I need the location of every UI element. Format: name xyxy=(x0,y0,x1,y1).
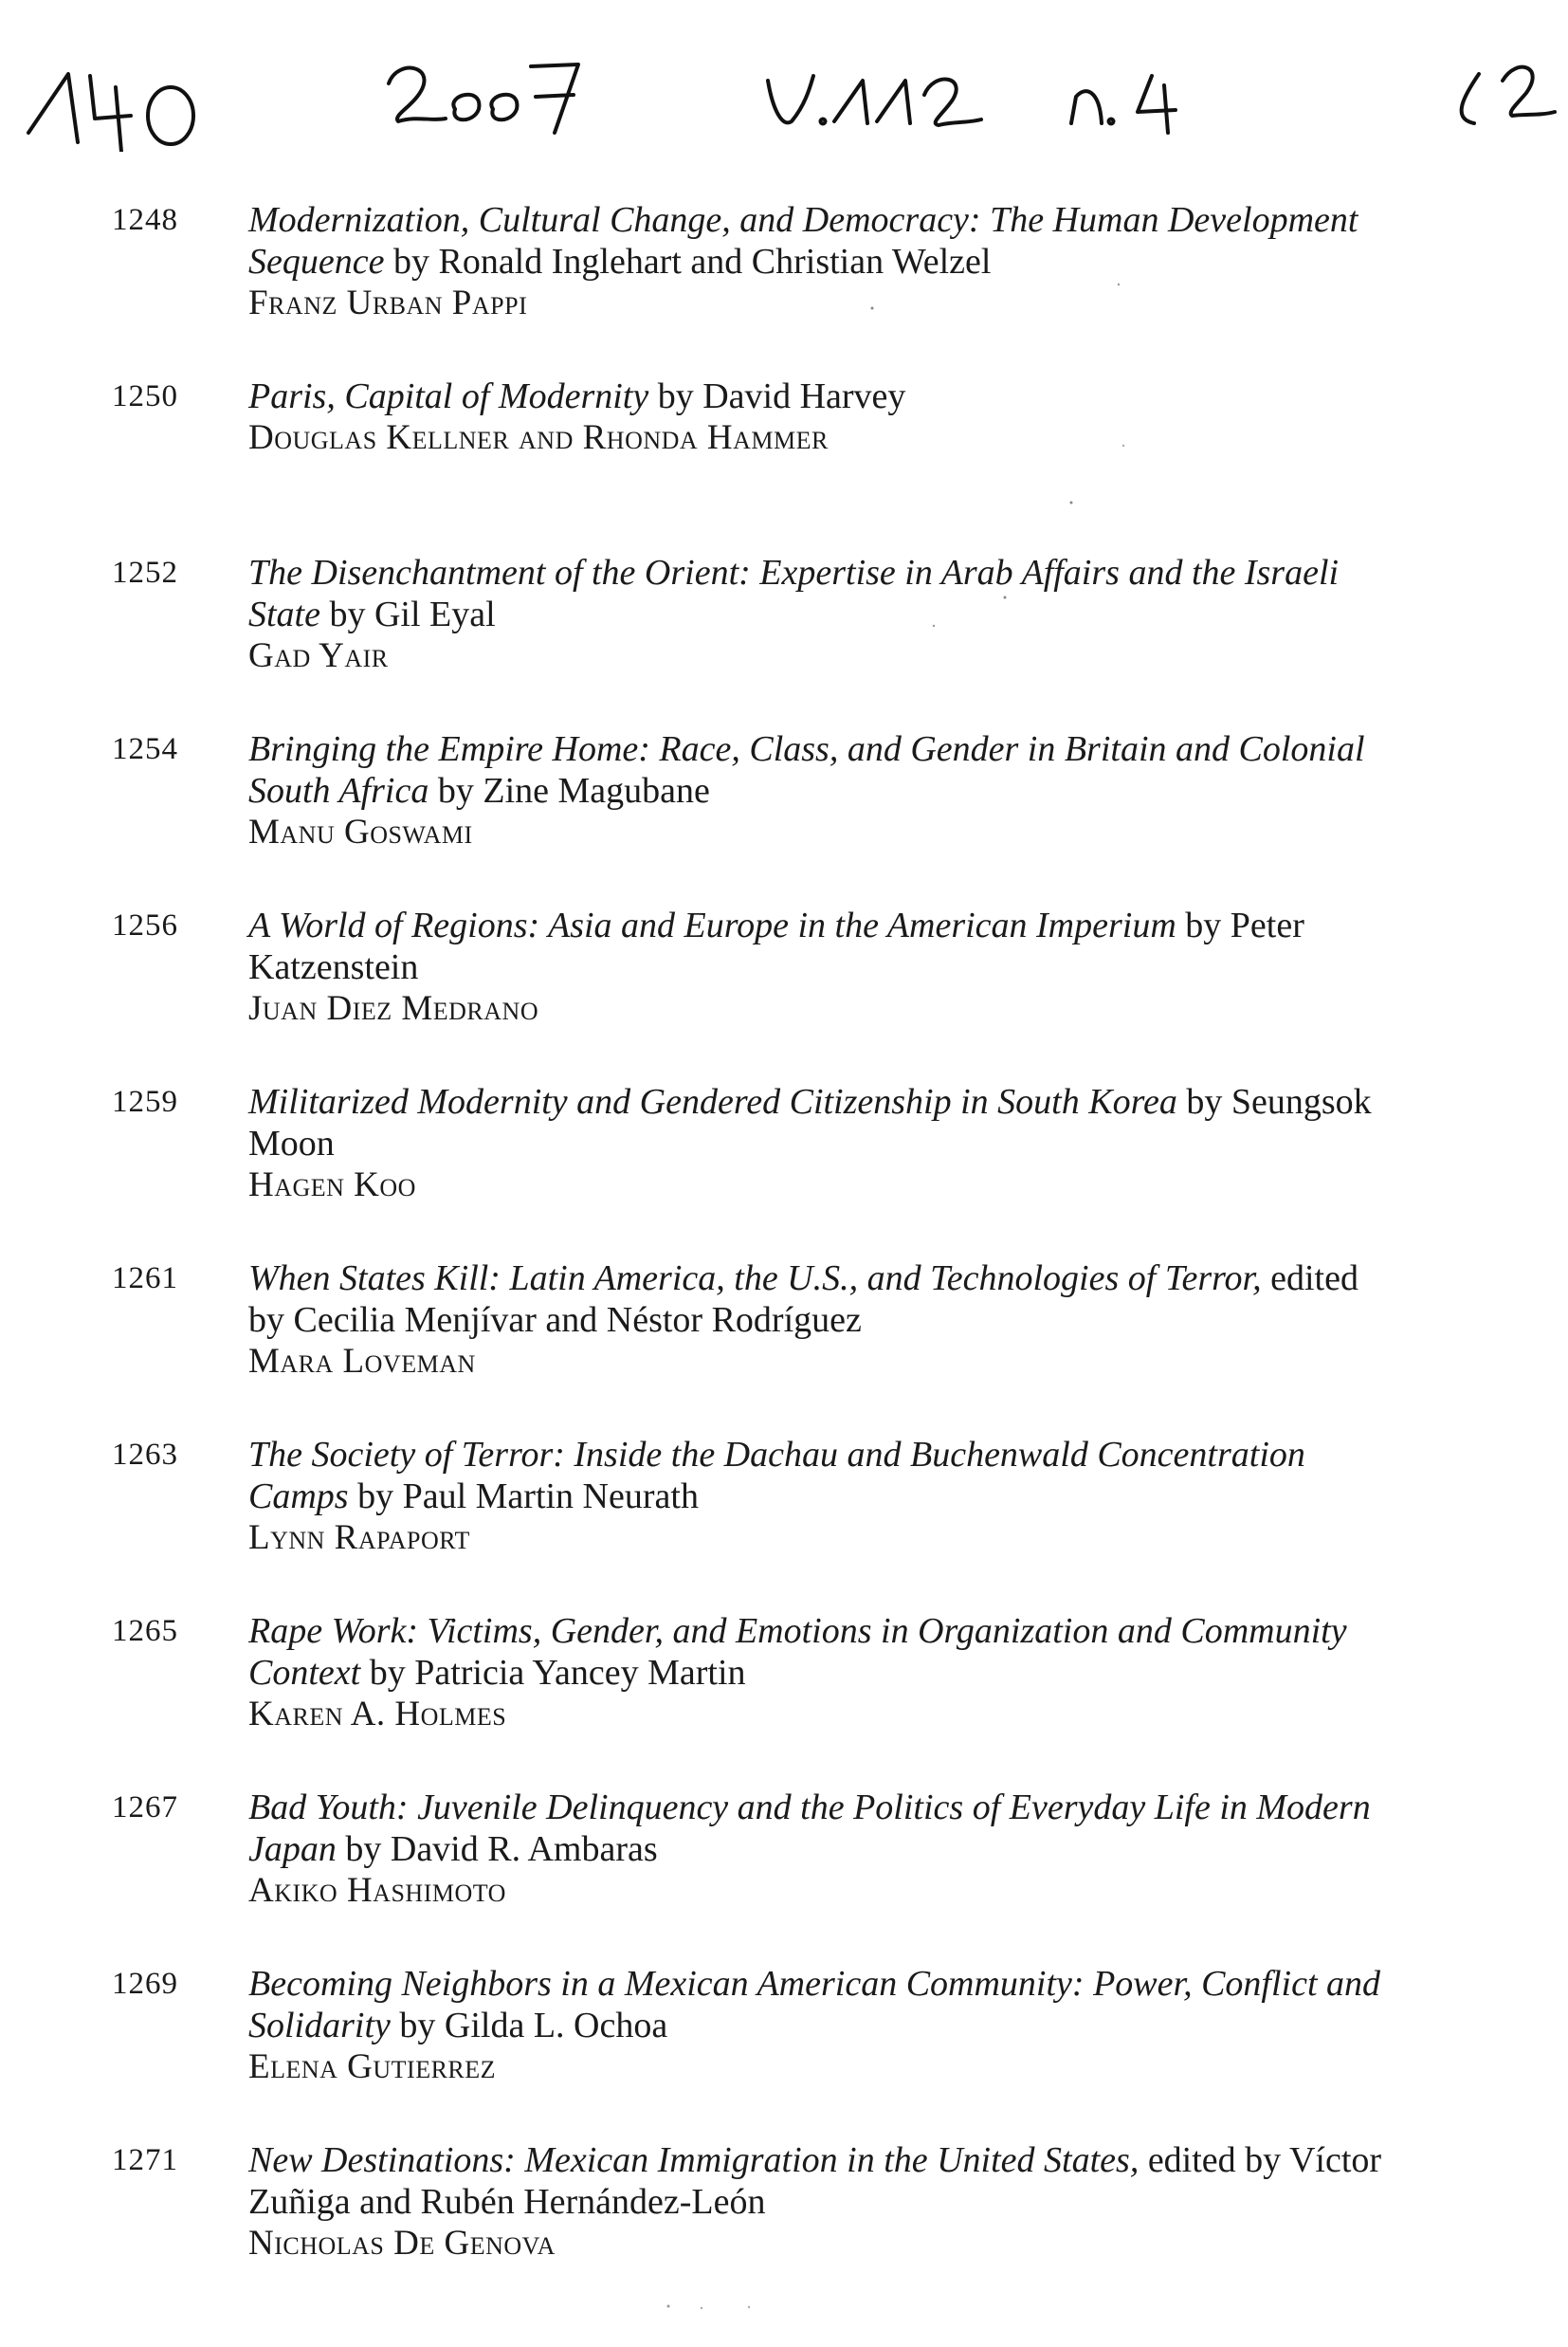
book-byline: by Patricia Yancey Martin xyxy=(360,1653,746,1693)
page-number: 1259 xyxy=(112,1085,178,1119)
entry-body xyxy=(248,1963,1382,2088)
reviewer-name: Juan Diez Medrano xyxy=(248,989,539,1028)
entry-body xyxy=(248,376,1382,459)
handwritten-annotation xyxy=(0,28,1568,152)
page-number: 1271 xyxy=(112,2143,178,2177)
reviewer-name: Akiko Hashimoto xyxy=(248,1871,506,1910)
book-byline: by Zine Magubane xyxy=(428,771,710,811)
entry-body xyxy=(248,1434,1382,1559)
page-number: 1252 xyxy=(112,556,178,590)
book-title: Militarized Modernity and Gendered Citizenship in South Korea xyxy=(248,1082,1177,1122)
book-citation xyxy=(248,1081,1382,1164)
book-byline: by Ronald Inglehart and Christian Welzel xyxy=(384,242,992,282)
entry-body xyxy=(248,1081,1382,1206)
entry-body xyxy=(248,199,1382,324)
book-byline: edited by Víctor Zuñiga and Rubén Hernández-León xyxy=(248,2140,1382,2222)
review-entry xyxy=(112,376,1382,552)
page-number: 1248 xyxy=(112,203,178,237)
review-entry xyxy=(112,199,1382,376)
reviewer-name: Douglas Kellner and Rhonda Hammer xyxy=(248,418,829,457)
review-entry xyxy=(112,2139,1382,2316)
review-entry xyxy=(112,1434,1382,1610)
page-number: 1256 xyxy=(112,908,178,943)
review-entry xyxy=(112,1257,1382,1434)
handwriting-strokes xyxy=(0,28,1568,152)
reviewer-name: Nicholas De Genova xyxy=(248,2224,556,2263)
page-number: 1265 xyxy=(112,1614,178,1648)
book-byline: by Seungsok Moon xyxy=(248,1082,1372,1164)
book-byline: by David Harvey xyxy=(648,376,906,416)
entry-body xyxy=(248,905,1382,1030)
page-number: 1261 xyxy=(112,1261,178,1295)
book-citation xyxy=(248,2139,1382,2223)
book-title: Bringing the Empire Home: Race, Class, and Gender in Britain and Colonial South Africa xyxy=(248,729,1365,811)
review-entry xyxy=(112,905,1382,1081)
book-title: The Disenchantment of the Orient: Expertise in Arab Affairs and the Israeli State xyxy=(248,553,1340,634)
reviewer-name: Gad Yair xyxy=(248,636,389,675)
book-citation xyxy=(248,1787,1382,1870)
book-title: Rape Work: Victims, Gender, and Emotions in Organization and Community Context xyxy=(248,1611,1347,1693)
book-title: New Destinations: Mexican Immigration in the United States, xyxy=(248,2140,1140,2180)
reviewer-name: Franz Urban Pappi xyxy=(248,284,528,322)
book-title: The Society of Terror: Inside the Dachau and Buchenwald Concentration Camps xyxy=(248,1435,1305,1516)
reviewer-name: Hagen Koo xyxy=(248,1165,416,1204)
book-citation xyxy=(248,1434,1382,1517)
book-title: Bad Youth: Juvenile Delinquency and the Politics of Everyday Life in Modern Japan xyxy=(248,1788,1371,1869)
reviewer-name: Manu Goswami xyxy=(248,813,473,852)
book-title: Modernization, Cultural Change, and Democracy: The Human Development Sequence xyxy=(248,200,1358,282)
entry-body xyxy=(248,728,1382,853)
book-byline: by David R. Ambaras xyxy=(336,1829,658,1869)
entry-body xyxy=(248,1610,1382,1735)
book-title: Becoming Neighbors in a Mexican American Community: Power, Conflict and Solidarity xyxy=(248,1964,1381,2045)
review-listing xyxy=(112,199,1382,2316)
page-number: 1250 xyxy=(112,379,178,413)
reviewer-name: Lynn Rapaport xyxy=(248,1518,470,1557)
book-title: When States Kill: Latin America, the U.S., and Technologies of Terror, xyxy=(248,1258,1262,1298)
book-title: A World of Regions: Asia and Europe in the American Imperium xyxy=(248,906,1176,945)
review-entry xyxy=(112,552,1382,728)
entry-body xyxy=(248,552,1382,677)
entry-body xyxy=(248,1257,1382,1383)
book-citation xyxy=(248,1963,1382,2046)
page-number: 1263 xyxy=(112,1438,178,1472)
entry-body xyxy=(248,2139,1382,2264)
book-citation xyxy=(248,728,1382,812)
book-citation xyxy=(248,376,1382,417)
book-citation xyxy=(248,1610,1382,1694)
book-byline: edited by Cecilia Menjívar and Néstor Rodríguez xyxy=(248,1258,1358,1340)
reviewer-name: Mara Loveman xyxy=(248,1342,476,1381)
review-entry xyxy=(112,1963,1382,2139)
book-citation xyxy=(248,1257,1382,1341)
reviewer-name: Elena Gutierrez xyxy=(248,2047,497,2086)
page-number: 1267 xyxy=(112,1790,178,1824)
book-citation xyxy=(248,199,1382,283)
book-title: Paris, Capital of Modernity xyxy=(248,376,649,416)
page-number: 1269 xyxy=(112,1967,178,2001)
review-entry xyxy=(112,1787,1382,1963)
review-entry xyxy=(112,1081,1382,1257)
book-citation xyxy=(248,552,1382,635)
page-number: 1254 xyxy=(112,732,178,766)
reviewer-name: Karen A. Holmes xyxy=(248,1695,507,1733)
entry-body xyxy=(248,1787,1382,1912)
book-citation xyxy=(248,905,1382,988)
review-entry xyxy=(112,728,1382,905)
review-entry xyxy=(112,1610,1382,1787)
book-byline: by Paul Martin Neurath xyxy=(348,1476,699,1516)
book-byline: by Peter Katzenstein xyxy=(248,906,1304,987)
book-byline: by Gil Eyal xyxy=(319,595,496,634)
book-byline: by Gilda L. Ochoa xyxy=(390,2006,668,2045)
